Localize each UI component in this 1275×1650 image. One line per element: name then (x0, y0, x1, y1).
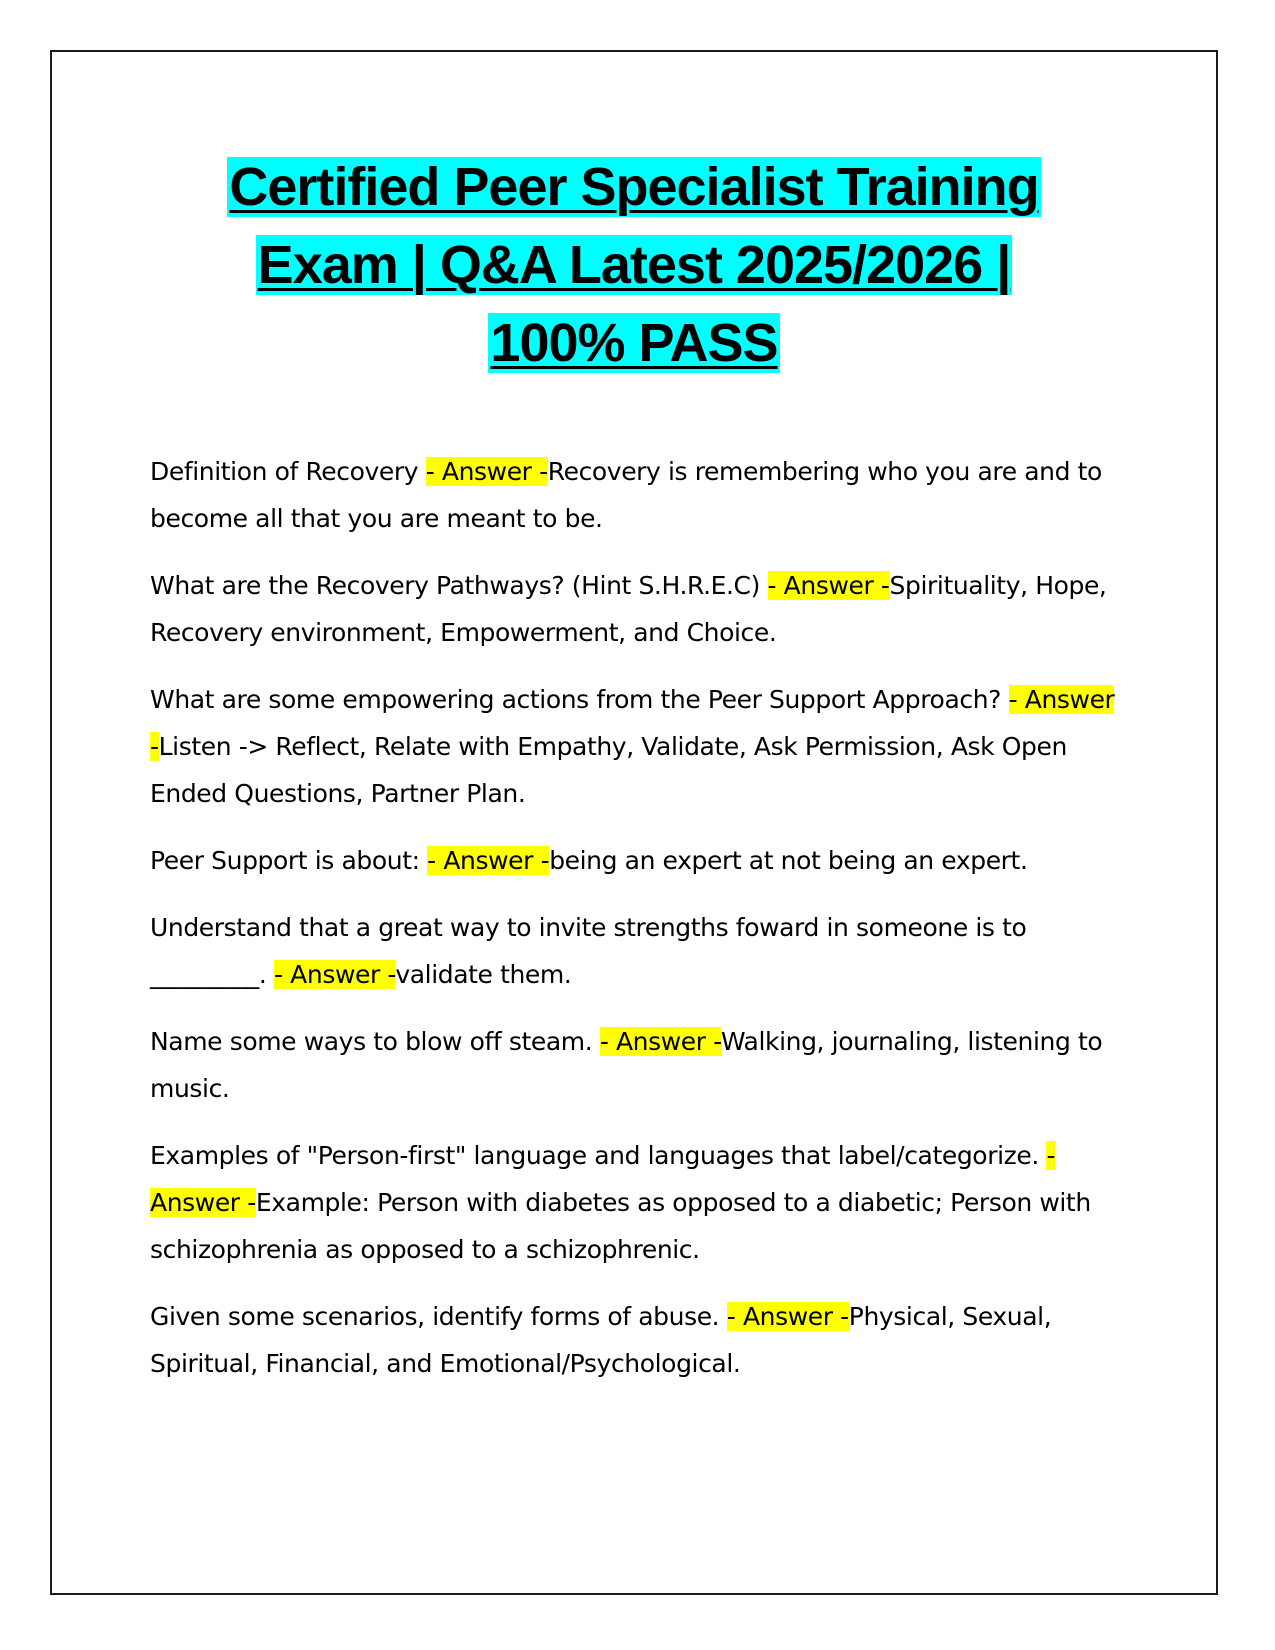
qa-item (150, 676, 1130, 817)
qa-answer: validate them. (395, 960, 572, 989)
qa-answer: Example: Person with diabetes as opposed to a diabetic; Person with schizophrenia as opposed to a schizophrenic. (150, 1188, 1091, 1264)
qa-item (150, 448, 1130, 542)
answer-marker: - Answer - (599, 1027, 721, 1056)
page-title (50, 148, 1218, 382)
answer-marker: - Answer - (767, 571, 890, 600)
title-line-3 (50, 304, 1218, 382)
qa-item (150, 1132, 1130, 1273)
qa-question: Name some ways to blow off steam. (150, 1027, 600, 1056)
qa-answer: Listen -> Reflect, Relate with Empathy, Validate, Ask Permission, Ask Open Ended Questions, Partner Plan. (150, 732, 1067, 808)
qa-answer: Physical, Sexual, Spiritual, Financial, and Emotional/Psychological. (150, 1302, 1052, 1378)
answer-marker: - Answer - (274, 960, 396, 989)
title-text-1: Certified Peer Specialist Training (229, 157, 1039, 217)
answer-marker: - Answer - (726, 1302, 849, 1331)
qa-item (150, 562, 1130, 656)
title-text-2: Exam | Q&A Latest 2025/2026 | (257, 235, 1011, 295)
qa-item (150, 837, 1130, 884)
title-line-1 (50, 148, 1218, 226)
qa-item (150, 1293, 1130, 1387)
answer-marker: - Answer - (425, 457, 548, 486)
answer-marker: - Answer - (150, 685, 1115, 761)
qa-question: What are the Recovery Pathways? (Hint S.H.R.E.C) (150, 571, 768, 600)
qa-question: Peer Support is about: (150, 846, 428, 875)
qa-question: Understand that a great way to invite strengths foward in someone is to _________. (150, 913, 1027, 989)
qa-answer: being an expert at not being an expert. (549, 846, 1028, 875)
qa-question: Given some scenarios, identify forms of abuse. (150, 1302, 727, 1331)
answer-marker: - Answer - (427, 846, 550, 875)
qa-answer: Walking, journaling, listening to music. (150, 1027, 1103, 1103)
qa-list (150, 448, 1130, 1407)
qa-item (150, 1018, 1130, 1112)
qa-answer: Spirituality, Hope, Recovery environment, Empowerment, and Choice. (150, 571, 1107, 647)
qa-question: Definition of Recovery (150, 457, 426, 486)
answer-marker: - Answer - (150, 1141, 1056, 1217)
title-line-2 (50, 226, 1218, 304)
title-text-3: 100% PASS (490, 313, 778, 373)
qa-answer: Recovery is remembering who you are and to become all that you are meant to be. (150, 457, 1102, 533)
qa-question: Examples of "Person-first" language and languages that label/categorize. (150, 1141, 1047, 1170)
qa-question: What are some empowering actions from the Peer Support Approach? (150, 685, 1009, 714)
qa-item (150, 904, 1130, 998)
